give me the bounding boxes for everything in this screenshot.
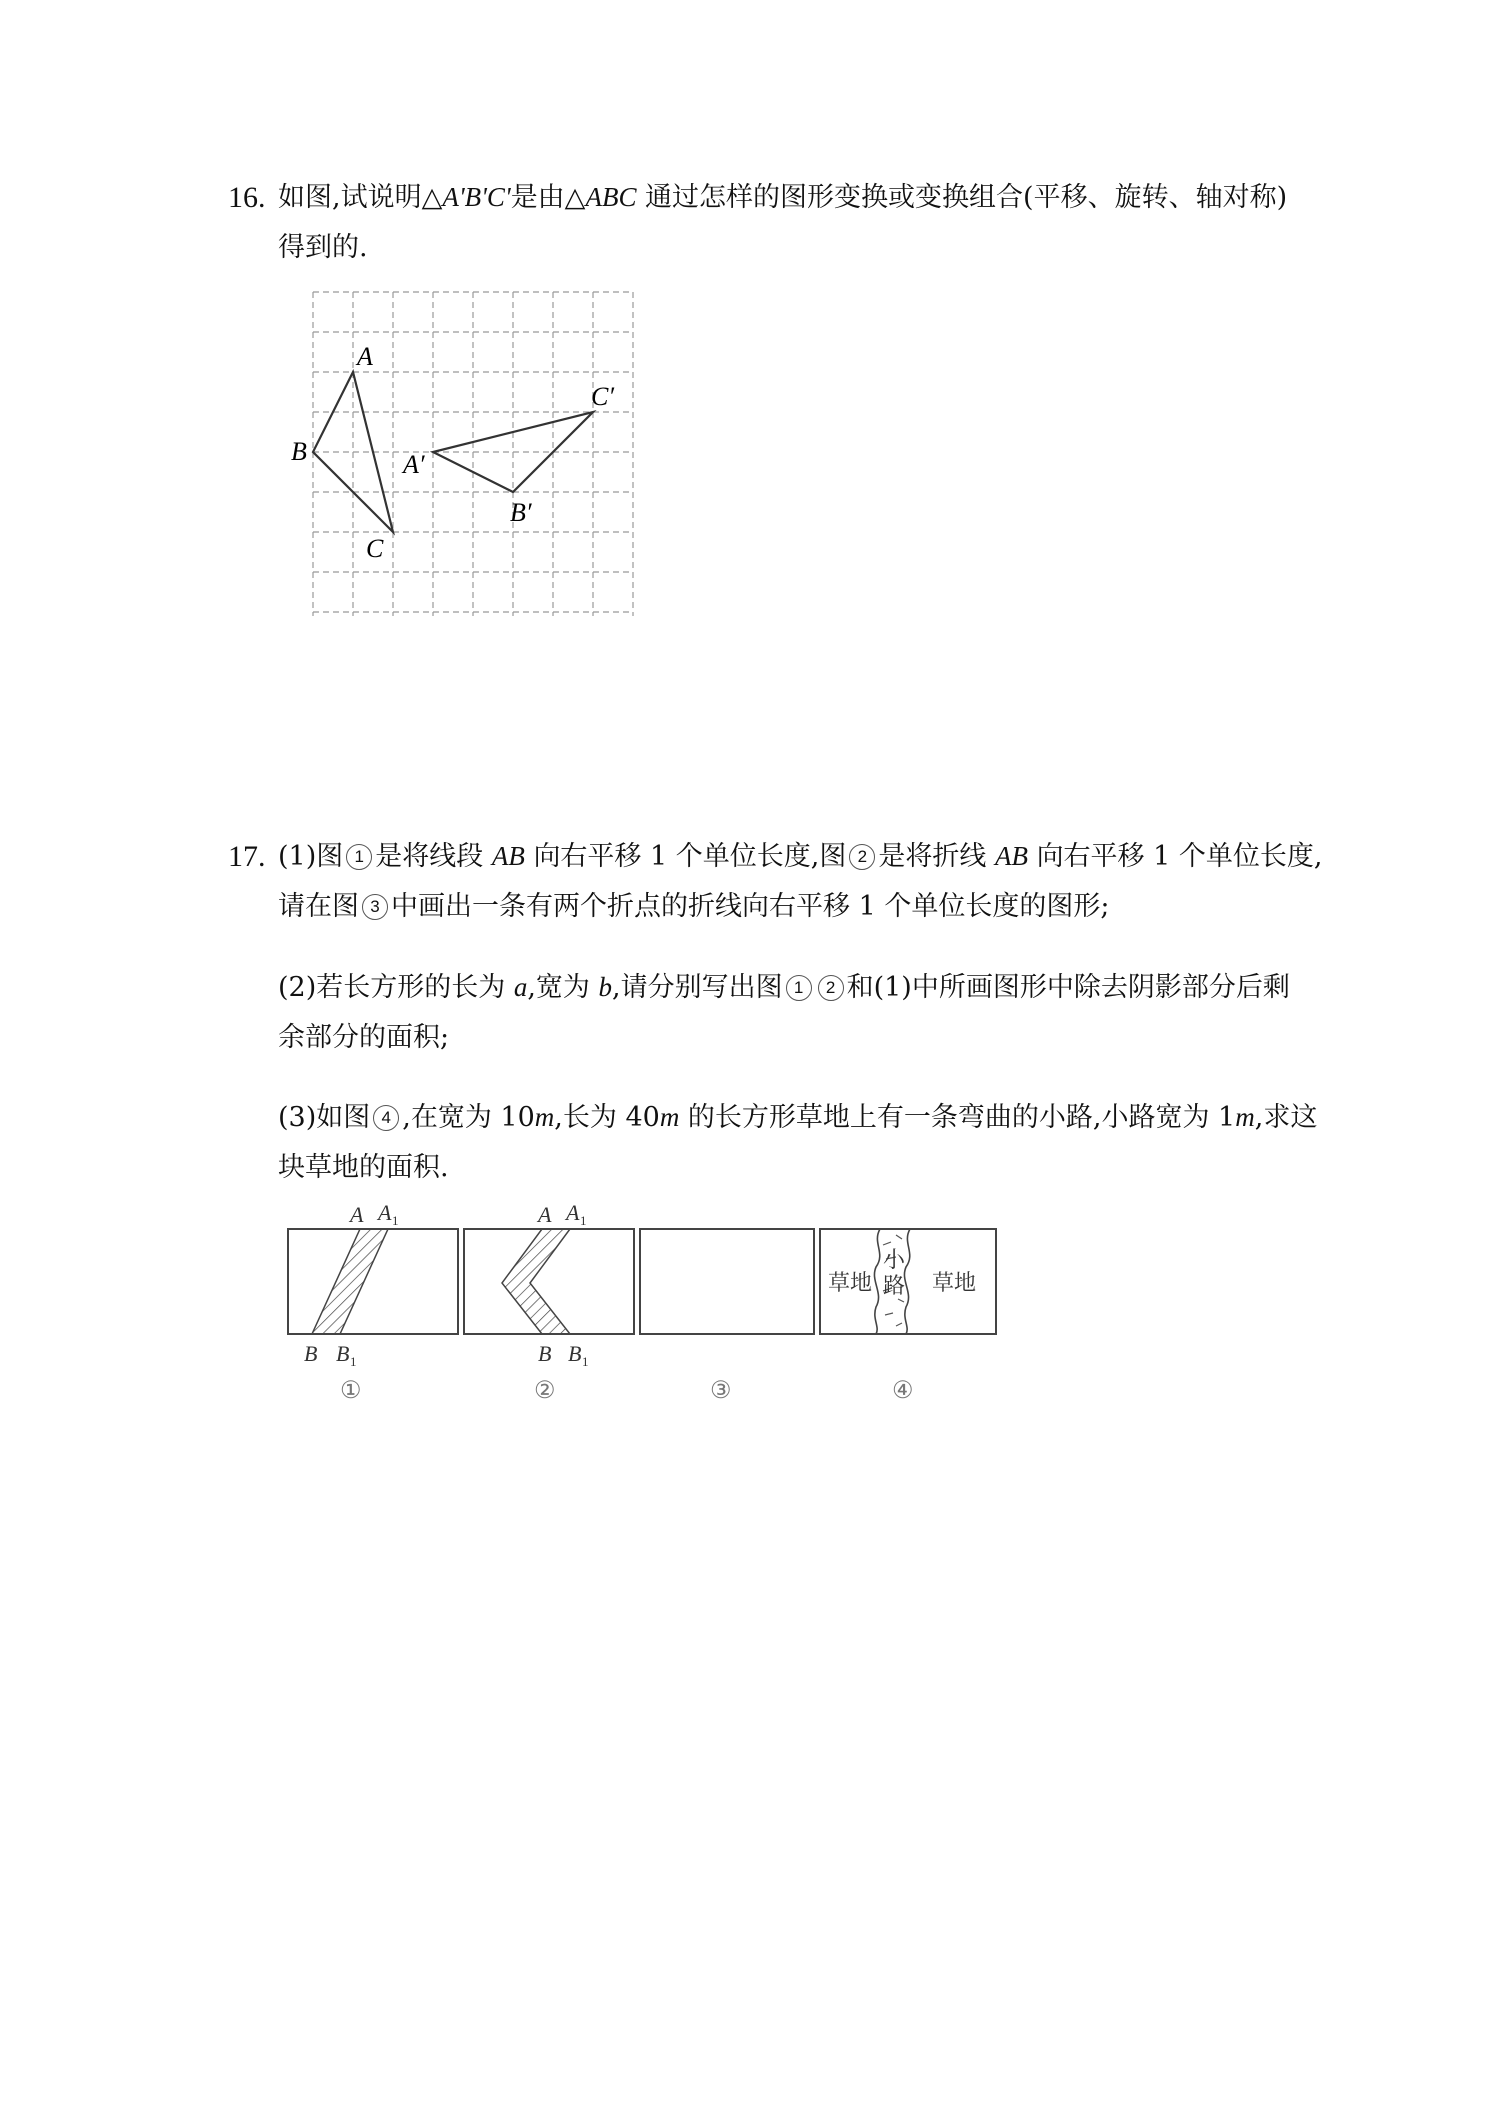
circled-number-1: 1 <box>786 975 812 1001</box>
fig1-label-a: A <box>350 1202 364 1227</box>
shaded-strip-1 <box>312 1229 388 1334</box>
fig1-label-a1: A <box>378 1200 392 1225</box>
var-b: b <box>598 972 612 1002</box>
q16-text-3: 通过怎样的图形变换或变换组合(平移、旋转、轴对称) <box>636 182 1288 213</box>
label-a: A <box>357 342 373 371</box>
dashed-grid <box>313 292 633 616</box>
q17-text: ,宽为 <box>527 972 599 1003</box>
fig2-label-a1: A <box>566 1200 580 1225</box>
q17-text: (3)如图 <box>278 1102 371 1133</box>
fig1-caption: ① <box>340 1378 362 1404</box>
fig3-caption: ③ <box>710 1378 732 1404</box>
var-a: a <box>513 972 528 1002</box>
label-b: B <box>291 437 307 466</box>
fig2-label-b1: B <box>568 1341 582 1366</box>
fig2-label-a1-sub: 1 <box>580 1213 587 1228</box>
question-17-number: 17. <box>228 840 266 873</box>
label-c: C <box>366 534 384 563</box>
circled-number-2: 2 <box>818 975 844 1001</box>
q17-text: 请在图 <box>278 891 359 922</box>
fig4-path-char-1: 小 <box>883 1247 906 1272</box>
q17-text: 是将折线 <box>878 841 987 872</box>
triangle-grid-figure <box>291 285 645 625</box>
fig1-label-b1-sub: 1 <box>350 1354 357 1369</box>
question-17-part-3-line-2: 块草地的面积. <box>278 1152 449 1183</box>
fig4-caption: ④ <box>892 1378 914 1404</box>
unit-m: m <box>659 1102 680 1132</box>
fig2-label-b: B <box>538 1341 552 1366</box>
segment-ab: AB <box>491 841 525 871</box>
fig4-grass-right: 草地 <box>932 1270 977 1295</box>
q17-text: ,长为 40 <box>554 1102 660 1133</box>
shaded-polyline-strip <box>502 1229 570 1334</box>
label-a-prime: A′ <box>403 450 425 479</box>
rectangle-figures-row <box>280 1195 1010 1410</box>
fig1-label-a1-sub: 1 <box>392 1213 399 1228</box>
fig1-label-b: B <box>304 1341 318 1366</box>
label-b-prime: B′ <box>510 498 532 527</box>
winding-path-left-edge <box>874 1229 880 1334</box>
question-17-part-1-line-1 <box>278 843 1323 870</box>
fig2-label-a: A <box>538 1202 552 1227</box>
q17-text: (1)图 <box>278 841 344 872</box>
q17-text: 向右平移 1 个单位长度, <box>1036 841 1323 872</box>
q17-text: 向右平移 1 个单位长度,图 <box>533 841 847 872</box>
label-c-prime: C′ <box>591 382 615 411</box>
winding-path-right-edge <box>904 1229 910 1334</box>
polyline-ab: AB <box>994 841 1028 871</box>
circled-number-3: 3 <box>362 894 388 920</box>
q17-text: 是将线段 <box>375 841 484 872</box>
question-17-part-2-line-1 <box>278 974 1290 1001</box>
q16-triangle-abc: ABC <box>585 182 637 212</box>
question-16-line-2: 得到的. <box>278 232 368 263</box>
question-16-line-1 <box>278 184 1287 211</box>
question-17-part-1-line-2 <box>278 893 1109 920</box>
unit-m: m <box>534 1102 555 1132</box>
fig1-label-b1: B <box>336 1341 350 1366</box>
q16-text-2: 是由△ <box>510 182 586 213</box>
q17-text: 中画出一条有两个折点的折线向右平移 1 个单位长度的图形; <box>391 891 1110 922</box>
q16-triangle-prime: A'B'C' <box>442 182 511 212</box>
circled-number-4: 4 <box>373 1105 399 1131</box>
question-17-part-3-line-1 <box>278 1104 1317 1131</box>
question-17-part-2-line-2: 余部分的面积; <box>278 1022 450 1053</box>
figure-1 <box>288 1200 458 1404</box>
q17-text: (2)若长方形的长为 <box>278 972 514 1003</box>
circled-number-2: 2 <box>849 844 875 870</box>
q16-text-1: 如图,试说明△ <box>278 182 443 213</box>
question-16-number: 16. <box>228 181 266 214</box>
figure-4 <box>820 1229 996 1404</box>
unit-m: m <box>1235 1102 1255 1132</box>
q17-text: ,求这 <box>1254 1102 1318 1133</box>
circled-number-1: 1 <box>346 844 372 870</box>
fig4-grass-left: 草地 <box>828 1270 873 1295</box>
figure-3 <box>640 1229 814 1404</box>
q17-text: ,在宽为 10 <box>402 1102 535 1133</box>
figure-2 <box>464 1200 634 1404</box>
fig2-label-b1-sub: 1 <box>582 1354 589 1369</box>
fig4-path-char-2: 路 <box>883 1273 906 1298</box>
q17-text: 和(1)中所画图形中除去阴影部分后剩 <box>846 972 1290 1003</box>
q17-text: ,请分别写出图 <box>612 972 783 1003</box>
fig2-caption: ② <box>534 1378 556 1404</box>
q17-text: 的长方形草地上有一条弯曲的小路,小路宽为 1 <box>679 1102 1236 1133</box>
